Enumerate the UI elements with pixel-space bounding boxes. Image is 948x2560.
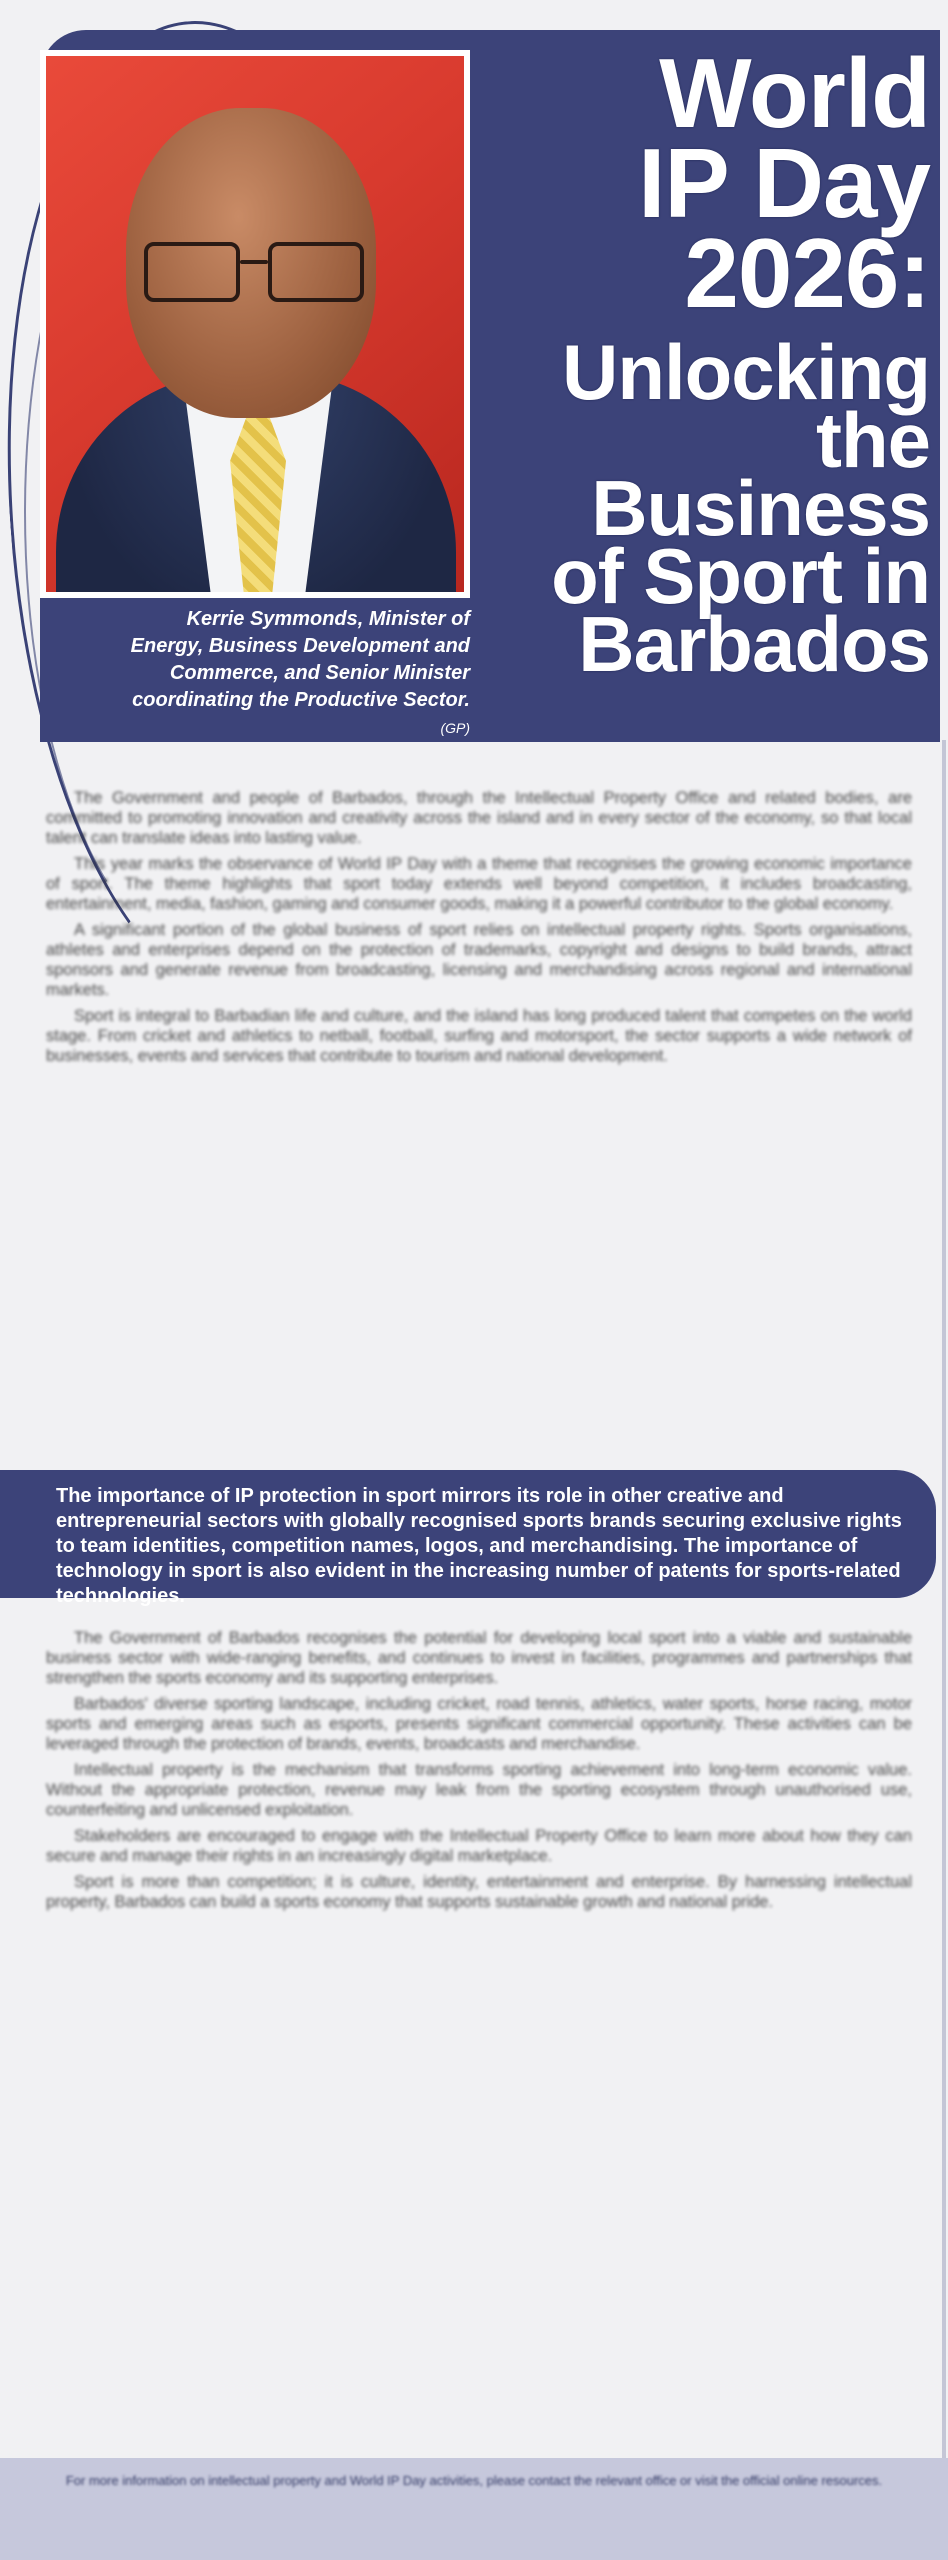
title-line: of Sport in <box>551 532 930 620</box>
article-body-bottom: The Government of Barbados recognises the potential for developing local sport into a viable and sustainable business sector with wide-ranging benefits, and continues to invest in facilities, programmes and partnerships that strengthen the sports economy and its supporting enterprises. Barbados' diverse sporting landscape, including cricket, road tennis, athletics, water sports, horse racing, motor sports and emerging areas such as esports, presents significant commercial opportunity. These activities can be leveraged through the protection of brands, events, broadcasts and merchandise. Intellectual property is the mechanism that transforms sporting achievement into long-term economic value. Without the appropriate protection, revenue may leak from the sporting ecosystem through unauthorised use, counterfeiting and unlicensed exploitation. Stakeholders are encouraged to engage with the Intellectual Property Office to learn more about how they can secure and manage their rights in an increasingly digital marketplace. Sport is more than competition; it is culture, identity, entertainment and enterprise. By harnessing intellectual property, Barbados can build a sports economy that supports sustainable growth and national pride. <box>46 1629 912 1911</box>
article-body-top: The Government and people of Barbados, through the Intellectual Property Office and related bodies, are committed to promoting innovation and creativity across the island and in every sector of the economy, so that local talent can translate ideas into lasting value. This year marks the observance of World IP Day with a theme that recognises the growing economic importance of sport. The theme highlights that sport today extends well beyond competition, it includes broadcasting, entertainment, media, fashion, gaming and consumer goods, making it a powerful contributor to the global economy. A significant portion of the global business of sport relies on intellectual property rights. Sports organisations, athletes and enterprises depend on the protection of trademarks, copyright and designs to build brands, attract sponsors and generate revenue from broadcasting, licensing and merchandising across regional and international markets. Sport is integral to Barbadian life and culture, and the island has long produced talent that competes on the world stage. From cricket and athletics to netball, football, surfing and motorsport, the sector supports a wide network of businesses, events and services that contribute to tourism and national development. <box>46 789 912 1065</box>
pull-quote: The importance of IP protection in sport mirrors its role in other creative and entrepreneurial sectors with globally recognised sports brands securing exclusive rights to team identities, competition names, logos, and merchandising. The importance of technology in sport is also evident in the increasing number of patents for sports-related technologies. <box>0 1470 936 1598</box>
title-line: IP Day <box>638 128 930 238</box>
photo-caption <box>110 606 470 742</box>
article-title <box>490 38 930 688</box>
photo-credit: (GP) <box>440 720 470 736</box>
title-line: the Business <box>591 396 930 552</box>
title-line: Unlocking <box>561 328 930 416</box>
title-line: 2026: <box>684 218 930 328</box>
minister-photo <box>40 50 470 598</box>
divider <box>942 740 946 2458</box>
caption-text: Kerrie Symmonds, Minister of Energy, Business Development and Commerce, and Senior Minister coordinating the Productive Sector. <box>130 608 470 711</box>
title-line: World <box>659 38 930 148</box>
footer-note: For more information on intellectual property and World IP Day activities, please contact the relevant office or visit the official online resources. <box>0 2458 948 2560</box>
title-line: Barbados <box>578 600 930 688</box>
